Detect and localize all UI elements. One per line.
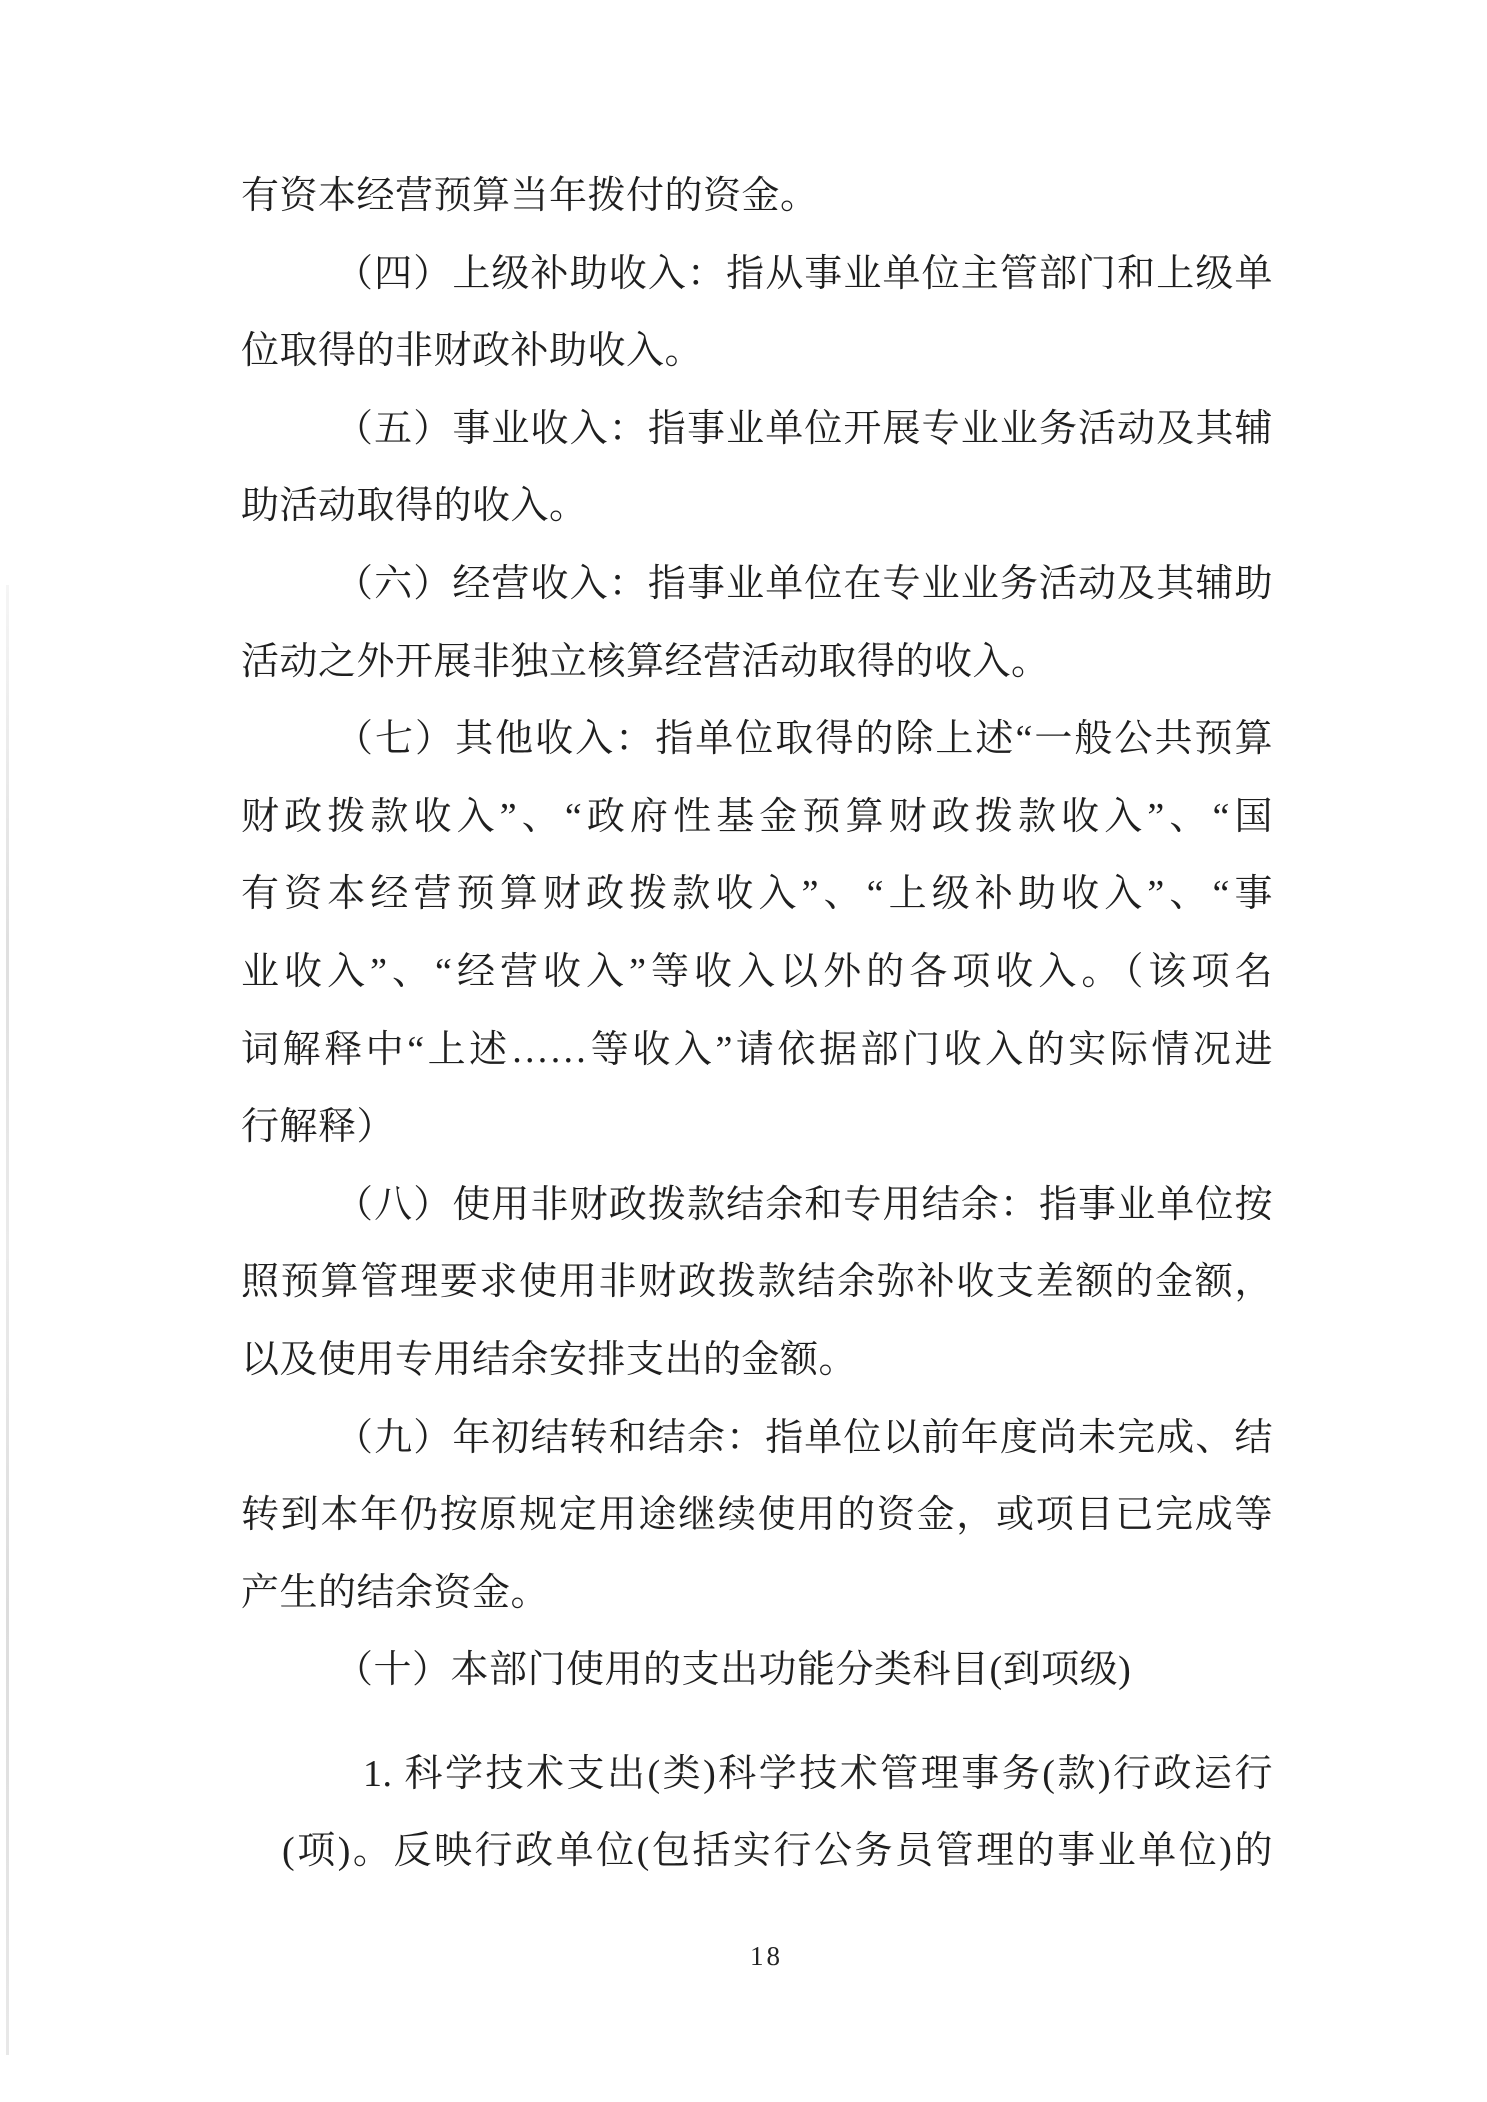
text-line: 以及使用专用结余安排支出的金额。 [241, 1338, 858, 1381]
text-line: （九）年初结转和结余：指单位以前年度尚未完成、结 [335, 1416, 1273, 1459]
text-line: 有资本经营预算当年拨付的资金。 [241, 175, 819, 217]
text-line: 位取得的非财政补助收入。 [241, 330, 704, 373]
text-line: （七）其他收入：指单位取得的除上述“一般公共预算 [335, 718, 1273, 761]
text-line: （八）使用非财政拨款结余和专用结余：指事业单位按 [335, 1183, 1273, 1226]
scan-artifact-strip [6, 585, 9, 2055]
text-line: 有资本经营预算财政拨款收入”、“上级补助收入”、“事 [241, 873, 1273, 916]
text-line: 转到本年仍按原规定用途继续使用的资金，或项目已完成等 [241, 1494, 1273, 1537]
text-line: （四）上级补助收入：指从事业单位主管部门和上级单 [335, 252, 1273, 295]
text-line: 业收入”、“经营收入”等收入以外的各项收入。（该项名 [241, 950, 1273, 993]
text-line: 行解释） [241, 1106, 396, 1149]
text-line: （十）本部门使用的支出功能分类科目(到项级) [335, 1649, 1132, 1692]
page-number: 18 [750, 1941, 783, 1971]
text-line: （六）经营收入：指事业单位在专业业务活动及其辅助 [335, 562, 1273, 605]
text-line: (项)。反映行政单位(包括实行公务员管理的事业单位)的 [282, 1830, 1273, 1873]
text-line: 活动之外开展非独立核算经营活动取得的收入。 [241, 640, 1050, 683]
text-line: 词解释中“上述……等收入”请依据部门收入的实际情况进 [241, 1028, 1273, 1071]
text-line: 照预算管理要求使用非财政拨款结余弥补收支差额的金额， [241, 1261, 1273, 1304]
text-line: 产生的结余资金。 [241, 1571, 550, 1614]
text-line: （五）事业收入：指事业单位开展专业业务活动及其辅 [335, 407, 1273, 450]
text-line: 助活动取得的收入。 [241, 485, 588, 528]
text-line: 1. 科学技术支出(类)科学技术管理事务(款)行政运行 [363, 1752, 1273, 1795]
document-body [241, 158, 1273, 1891]
text-line: 财政拨款收入”、“政府性基金预算财政拨款收入”、“国 [241, 795, 1273, 838]
